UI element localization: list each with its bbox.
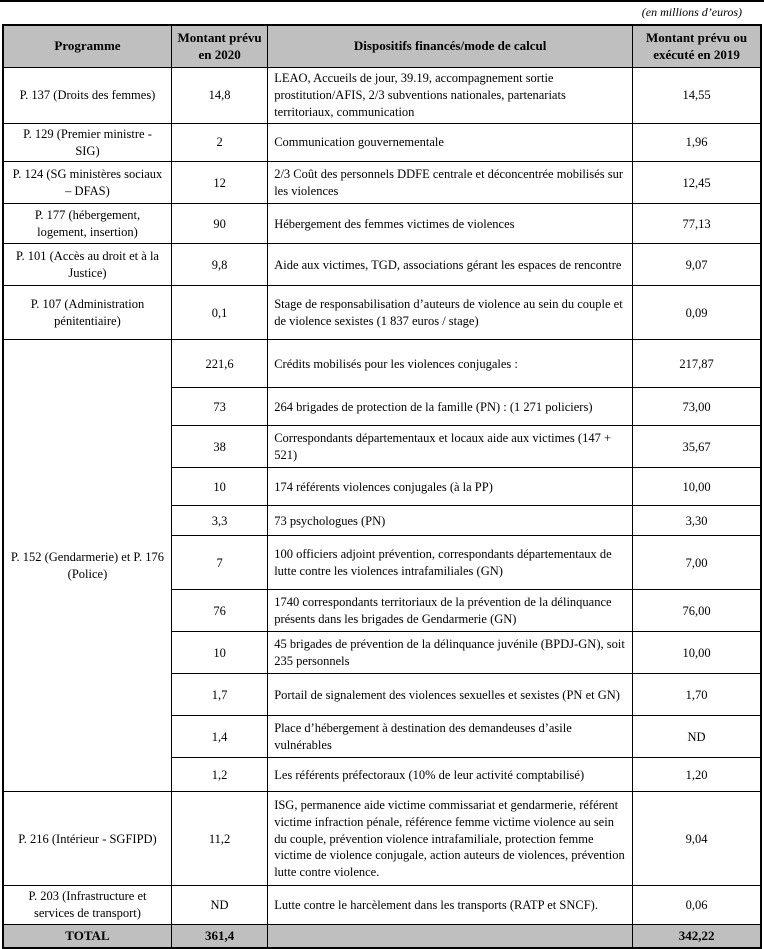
description-cell: Correspondants départementaux et locaux aide aux victimes (147 + 521) — [268, 426, 633, 468]
amount-2020-cell: 3,3 — [171, 506, 267, 536]
table-row — [3, 792, 761, 886]
amount-2019-cell: 9,04 — [633, 792, 761, 886]
amount-2019-cell: 1,20 — [633, 758, 761, 792]
table-row — [3, 286, 761, 340]
description-cell: 1740 correspondants territoriaux de la prévention de la délinquance présents dans les brigades de Gendarmerie (GN) — [268, 590, 633, 632]
amount-2019-cell: 3,30 — [633, 506, 761, 536]
amount-2019-cell: ND — [633, 716, 761, 758]
amount-2020-cell: 12 — [171, 162, 267, 204]
description-cell: Aide aux victimes, TGD, associations gérant les espaces de rencontre — [268, 244, 633, 286]
description-cell: ISG, permanence aide victime commissariat et gendarmerie, référent victime infraction pénale, référence femme victime violence au sein du couple, prévention violence intrafamiliale, protection femme victime de violence conjugale, action auteurs de violences, prévention lutte contre violence. — [268, 792, 633, 886]
table-row — [3, 123, 761, 162]
amount-2019-cell: 342,22 — [633, 925, 761, 948]
column-header-montant-2020: Montant prévu en 2020 — [171, 25, 267, 68]
table-row — [3, 162, 761, 204]
amount-2020-cell: 90 — [171, 204, 267, 244]
table-row — [3, 67, 761, 123]
table-row — [3, 244, 761, 286]
amount-2019-cell: 217,87 — [633, 340, 761, 388]
description-cell: Crédits mobilisés pour les violences conjugales : — [268, 340, 633, 388]
amount-2019-cell: 12,45 — [633, 162, 761, 204]
program-cell: P. 101 (Accès au droit et à la Justice) — [3, 244, 171, 286]
amount-2020-cell: 1,4 — [171, 716, 267, 758]
table-row — [3, 204, 761, 244]
amount-2019-cell: 1,96 — [633, 123, 761, 162]
program-cell: P. 203 (Infrastructure et services de transport) — [3, 886, 171, 925]
description-cell: LEAO, Accueils de jour, 39.19, accompagnement sortie prostitution/AFIS, 2/3 subventions nationales, partenariats territoriaux, communication — [268, 67, 633, 123]
description-cell: Les référents préfectoraux (10% de leur activité comptabilisé) — [268, 758, 633, 792]
column-header-montant-2019: Montant prévu ou exécuté en 2019 — [633, 25, 761, 68]
amount-2020-cell: 361,4 — [171, 925, 267, 948]
amount-2020-cell: 9,8 — [171, 244, 267, 286]
description-cell: 2/3 Coût des personnels DDFE centrale et déconcentrée mobilisés sur les violences — [268, 162, 633, 204]
amount-2019-cell: 76,00 — [633, 590, 761, 632]
amount-2019-cell: 77,13 — [633, 204, 761, 244]
amount-2019-cell: 10,00 — [633, 632, 761, 674]
amount-2020-cell: 7 — [171, 536, 267, 590]
description-cell: Stage de responsabilisation d’auteurs de violence au sein du couple et de violence sexistes (1 837 euros / stage) — [268, 286, 633, 340]
amount-2020-cell: 73 — [171, 388, 267, 426]
program-cell: P. 177 (hébergement, logement, insertion) — [3, 204, 171, 244]
amount-2020-cell: ND — [171, 886, 267, 925]
amount-2020-cell: 38 — [171, 426, 267, 468]
table-row — [3, 340, 761, 388]
amount-2019-cell: 14,55 — [633, 67, 761, 123]
amount-2020-cell: 10 — [171, 468, 267, 506]
program-cell: P. 137 (Droits des femmes) — [3, 67, 171, 123]
description-cell: 100 officiers adjoint prévention, correspondants départementaux de lutte contre les violences intrafamiliales (GN) — [268, 536, 633, 590]
description-cell — [268, 925, 633, 948]
amount-2020-cell: 10 — [171, 632, 267, 674]
total-row — [3, 925, 761, 948]
description-cell: Place d’hébergement à destination des demandeuses d’asile vulnérables — [268, 716, 633, 758]
description-cell: Portail de signalement des violences sexuelles et sexistes (PN et GN) — [268, 674, 633, 716]
header-row — [3, 25, 761, 68]
amount-2020-cell: 1,2 — [171, 758, 267, 792]
units-caption: (en millions d’euros) — [641, 5, 742, 19]
amount-2019-cell: 73,00 — [633, 388, 761, 426]
amount-2019-cell: 7,00 — [633, 536, 761, 590]
description-cell: 45 brigades de prévention de la délinquance juvénile (BPDJ-GN), soit 235 personnels — [268, 632, 633, 674]
description-cell: Communication gouvernementale — [268, 123, 633, 162]
amount-2019-cell: 1,70 — [633, 674, 761, 716]
program-cell: P. 124 (SG ministères sociaux – DFAS) — [3, 162, 171, 204]
amount-2019-cell: 9,07 — [633, 244, 761, 286]
program-cell: P. 129 (Premier ministre - SIG) — [3, 123, 171, 162]
amount-2019-cell: 0,06 — [633, 886, 761, 925]
amount-2020-cell: 0,1 — [171, 286, 267, 340]
amount-2020-cell: 2 — [171, 123, 267, 162]
description-cell: Hébergement des femmes victimes de violences — [268, 204, 633, 244]
total-label-cell: TOTAL — [3, 925, 171, 948]
amount-2020-cell: 221,6 — [171, 340, 267, 388]
description-cell: Lutte contre le harcèlement dans les transports (RATP et SNCF). — [268, 886, 633, 925]
program-cell: P. 107 (Administration pénitentiaire) — [3, 286, 171, 340]
amount-2020-cell: 14,8 — [171, 67, 267, 123]
amount-2020-cell: 1,7 — [171, 674, 267, 716]
description-cell: 73 psychologues (PN) — [268, 506, 633, 536]
table-row — [3, 886, 761, 925]
column-header-dispositifs: Dispositifs financés/mode de calcul — [268, 25, 633, 68]
budget-table — [2, 24, 762, 949]
amount-2020-cell: 76 — [171, 590, 267, 632]
description-cell: 174 référents violences conjugales (à la PP) — [268, 468, 633, 506]
program-cell: P. 152 (Gendarmerie) et P. 176 (Police) — [3, 340, 171, 792]
amount-2019-cell: 10,00 — [633, 468, 761, 506]
amount-2019-cell: 0,09 — [633, 286, 761, 340]
column-header-programme: Programme — [3, 25, 171, 68]
program-cell: P. 216 (Intérieur - SGFIPD) — [3, 792, 171, 886]
amount-2020-cell: 11,2 — [171, 792, 267, 886]
description-cell: 264 brigades de protection de la famille (PN) : (1 271 policiers) — [268, 388, 633, 426]
amount-2019-cell: 35,67 — [633, 426, 761, 468]
